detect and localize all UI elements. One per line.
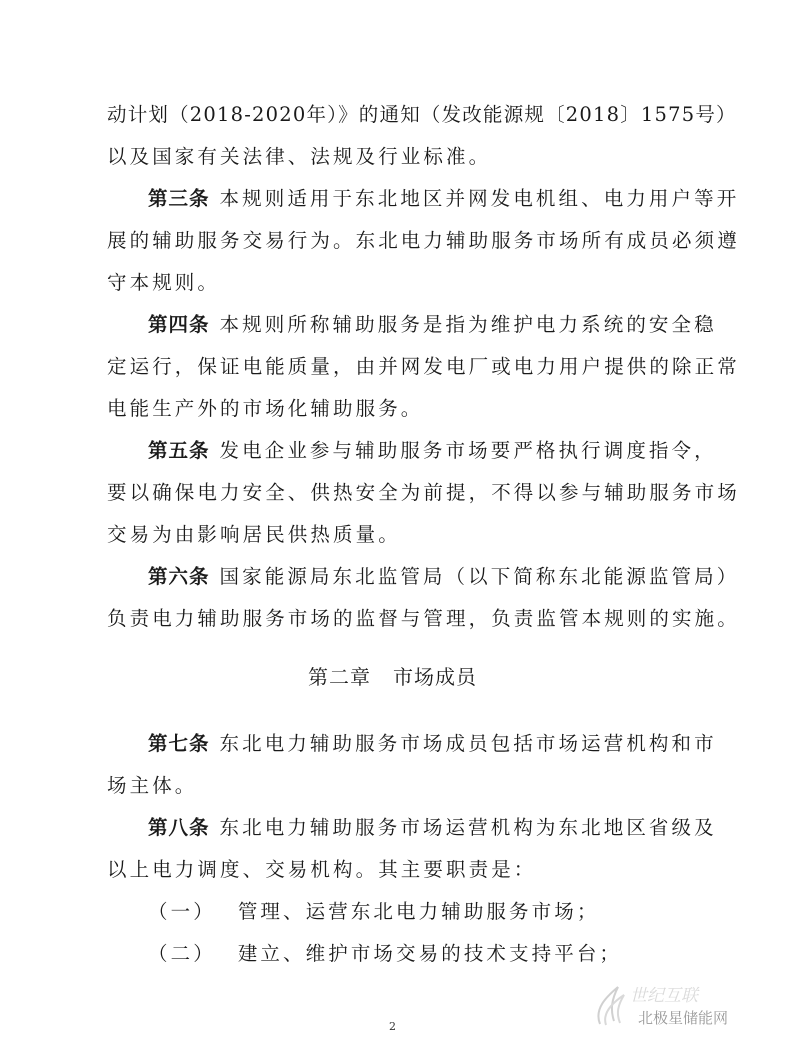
watermark-text: 北极星储能网 <box>638 1009 729 1027</box>
paragraph-line: 要以确保电力安全、供热安全为前提，不得以参与辅助服务市场 <box>107 481 740 504</box>
article-4: 第四条 本规则所称辅助服务是指为维护电力系统的安全稳 <box>148 313 717 336</box>
article-title: 第四条 <box>148 313 210 336</box>
list-item: （一） 管理、运营东北电力辅助服务市场； <box>148 900 600 923</box>
article-title: 第五条 <box>148 439 210 462</box>
article-6: 第六条 国家能源局东北监管局（以下简称东北能源监管局） <box>148 565 740 588</box>
article-title: 第七条 <box>148 732 210 755</box>
chapter-number: 第二章 <box>308 665 371 689</box>
paragraph-line: 交易为由影响居民供热质量。 <box>107 523 401 546</box>
article-3: 第三条 本规则适用于东北地区并网发电机组、电力用户等开 <box>148 187 740 210</box>
paragraph-line: 定运行，保证电能质量，由并网发电厂或电力用户提供的除正常 <box>107 355 740 378</box>
paragraph-line: 负责电力辅助服务市场的监督与管理，负责监管本规则的实施。 <box>107 607 740 630</box>
article-title: 第六条 <box>148 565 210 588</box>
page-number: 2 <box>389 1020 396 1033</box>
paragraph-line: 动计划（2018-2020年）》的通知（发改能源规〔2018〕1575号） <box>107 103 737 126</box>
paragraph-line: 场主体。 <box>107 774 198 797</box>
paragraph-line: 以上电力调度、交易机构。其主要职责是： <box>107 858 537 881</box>
article-5: 第五条 发电企业参与辅助服务市场要严格执行调度指令， <box>148 439 717 462</box>
list-item-label: （二） <box>148 942 216 965</box>
article-title: 第八条 <box>148 816 210 839</box>
list-item: （二） 建立、维护市场交易的技术支持平台； <box>148 942 623 965</box>
list-item-label: （一） <box>148 900 216 923</box>
chapter-heading <box>0 663 785 691</box>
watermark-faded-text: 世纪互联 <box>630 986 698 1006</box>
article-title: 第三条 <box>148 187 210 210</box>
chapter-title: 市场成员 <box>393 665 477 689</box>
paragraph-line: 电能生产外的市场化辅助服务。 <box>107 397 424 420</box>
article-8: 第八条 东北电力辅助服务市场运营机构为东北地区省级及 <box>148 816 717 839</box>
paragraph-line: 以及国家有关法律、法规及行业标准。 <box>107 145 492 168</box>
article-7: 第七条 东北电力辅助服务市场成员包括市场运营机构和市 <box>148 732 717 755</box>
paragraph-line: 展的辅助服务交易行为。东北电力辅助服务市场所有成员必须遵 <box>107 229 740 252</box>
paragraph-line: 守本规则。 <box>107 271 221 294</box>
